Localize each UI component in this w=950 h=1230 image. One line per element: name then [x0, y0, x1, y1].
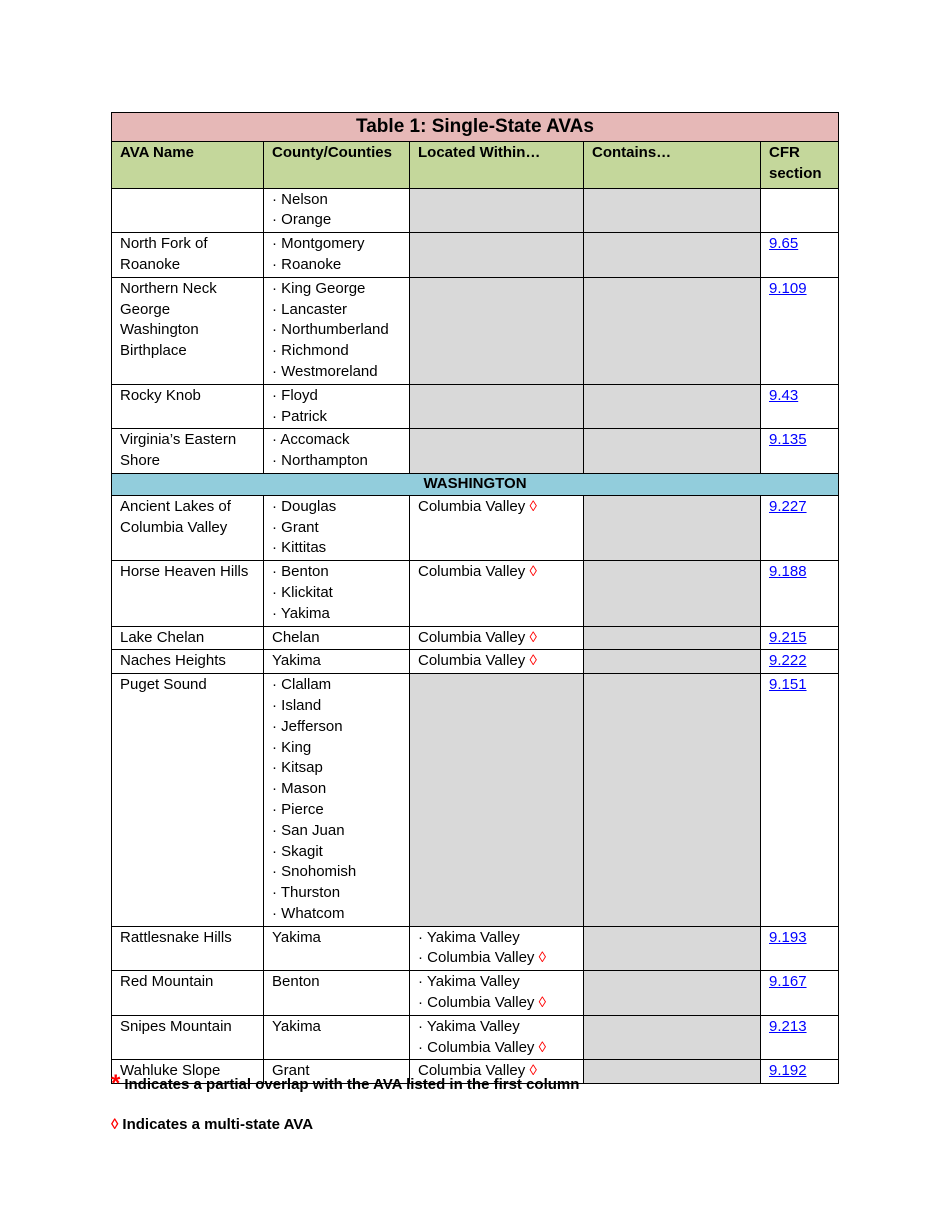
ava-name-line: Naches Heights: [120, 652, 226, 670]
footnote-partial-overlap: [111, 1070, 579, 1098]
footnote-multi-state: [111, 1116, 313, 1133]
contains-cell: [584, 674, 761, 927]
located-within-text: Columbia Valley: [418, 628, 526, 646]
table-row: [112, 626, 839, 650]
contains-cell: [584, 495, 761, 560]
counties-cell: [264, 674, 410, 927]
ava-name-line: Red Mountain: [120, 973, 214, 991]
county-item: · Montgomery: [272, 235, 365, 253]
cfr-section-link[interactable]: 9.188: [769, 563, 807, 581]
table-row: [112, 561, 839, 626]
counties-cell: [264, 384, 410, 429]
county-item: · Yakima: [272, 604, 330, 622]
diamond-marker-icon: ◊: [111, 1116, 119, 1133]
ava-name-line: Washington: [120, 321, 199, 339]
county-item: · Jefferson: [272, 717, 343, 735]
counties-cell: [264, 495, 410, 560]
counties-cell: [264, 188, 410, 233]
county-item: · San Juan: [272, 821, 345, 839]
county-item: · King George: [272, 279, 366, 297]
ava-name-line: Snipes Mountain: [120, 1017, 232, 1035]
ava-name-line: Rattlesnake Hills: [120, 928, 232, 946]
contains-cell: [584, 1015, 761, 1060]
ava-name-cell: [112, 233, 264, 278]
county-item: · Nelson: [272, 190, 328, 208]
county-item: · Douglas: [272, 497, 337, 515]
multi-state-diamond-icon: ◊: [529, 563, 537, 581]
located-within-text: · Columbia Valley: [418, 994, 535, 1012]
located-within-item: [418, 993, 579, 1014]
county-item: · Klickitat: [272, 583, 333, 601]
county-item: · Thurston: [272, 884, 341, 902]
counties-cell: [264, 429, 410, 474]
table-row: [112, 650, 839, 674]
contains-cell: [584, 1060, 761, 1084]
located-within-cell: [410, 674, 584, 927]
counties-cell: [264, 233, 410, 278]
ava-name-cell: [112, 429, 264, 474]
footnote-diamond-text: Indicates a multi-state AVA: [122, 1116, 314, 1133]
header-cfr-section: CFR section: [761, 142, 839, 189]
ava-name-line: Shore: [120, 452, 161, 470]
county-item: Chelan: [272, 628, 320, 646]
ava-name-cell: [112, 674, 264, 927]
located-within-cell: [410, 650, 584, 674]
multi-state-diamond-icon: ◊: [529, 652, 537, 670]
cfr-section-cell: [761, 233, 839, 278]
county-item: · Mason: [272, 780, 327, 798]
cfr-section-link[interactable]: 9.167: [769, 973, 807, 991]
located-within-item: [418, 948, 579, 969]
ava-name-line: Wahluke Slope: [120, 1062, 221, 1080]
table-title-row: [112, 113, 839, 142]
located-within-cell: [410, 188, 584, 233]
county-item: · Kitsap: [272, 759, 323, 777]
ava-name-line: Birthplace: [120, 342, 187, 360]
contains-cell: [584, 650, 761, 674]
located-within-cell: [410, 233, 584, 278]
ava-name-cell: [112, 495, 264, 560]
located-within-text: · Columbia Valley: [418, 1038, 535, 1056]
county-item: · Skagit: [272, 842, 323, 860]
county-item: · Whatcom: [272, 904, 345, 922]
county-item: · Northumberland: [272, 321, 389, 339]
cfr-section-cell: [761, 926, 839, 971]
contains-cell: [584, 561, 761, 626]
located-within-cell: [410, 495, 584, 560]
county-item: · King: [272, 738, 312, 756]
county-item: · Roanoke: [272, 255, 342, 273]
county-item: Yakima: [272, 1017, 321, 1035]
state-row: [112, 473, 839, 495]
located-within-text: Columbia Valley: [418, 497, 526, 515]
cfr-section-cell: [761, 1060, 839, 1084]
table-row: [112, 384, 839, 429]
ava-name-cell: [112, 926, 264, 971]
ava-name-line: Virginia’s Eastern: [120, 431, 237, 449]
counties-cell: [264, 971, 410, 1016]
multi-state-diamond-icon: ◊: [538, 949, 547, 967]
county-item: · Orange: [272, 211, 332, 229]
cfr-section-link[interactable]: 9.222: [769, 652, 807, 670]
located-within-item: [418, 562, 579, 583]
located-within-text: · Yakima Valley: [418, 973, 520, 991]
multi-state-diamond-icon: ◊: [538, 994, 547, 1012]
county-item: · Northampton: [272, 452, 368, 470]
ava-name-cell: [112, 1015, 264, 1060]
counties-cell: [264, 626, 410, 650]
county-item: · Island: [272, 696, 322, 714]
located-within-item: [418, 651, 579, 672]
header-located-within: Located Within…: [410, 142, 584, 189]
cfr-section-link[interactable]: 9.135: [769, 431, 807, 449]
located-within-item: [418, 972, 579, 993]
multi-state-diamond-icon: ◊: [529, 497, 537, 515]
ava-name-line: Ancient Lakes of: [120, 497, 231, 515]
located-within-item: [418, 1017, 579, 1038]
table-row: [112, 188, 839, 233]
located-within-cell: [410, 561, 584, 626]
multi-state-diamond-icon: ◊: [538, 1038, 547, 1056]
located-within-cell: [410, 384, 584, 429]
located-within-item: [418, 1038, 579, 1059]
cfr-section-link[interactable]: 9.213: [769, 1017, 807, 1035]
table-row: [112, 495, 839, 560]
counties-cell: [264, 561, 410, 626]
table-header-row: [112, 142, 839, 189]
county-item: · Westmoreland: [272, 362, 378, 380]
ava-name-cell: [112, 650, 264, 674]
ava-name-line: Horse Heaven Hills: [120, 563, 249, 581]
located-within-cell: [410, 277, 584, 384]
state-label: WASHINGTON: [112, 473, 839, 495]
located-within-item: [418, 928, 579, 949]
located-within-cell: [410, 926, 584, 971]
table-row: [112, 277, 839, 384]
cfr-section-cell: [761, 429, 839, 474]
located-within-item: [418, 497, 579, 518]
star-marker-icon: *: [111, 1070, 121, 1097]
contains-cell: [584, 626, 761, 650]
cfr-section-cell: [761, 650, 839, 674]
cfr-section-link[interactable]: 9.43: [769, 386, 799, 404]
county-item: · Accomack: [272, 431, 350, 449]
county-item: Yakima: [272, 652, 321, 670]
county-item: · Benton: [272, 563, 329, 581]
county-item: · Grant: [272, 518, 319, 536]
counties-cell: [264, 650, 410, 674]
contains-cell: [584, 971, 761, 1016]
ava-name-line: Rocky Knob: [120, 386, 201, 404]
cfr-section-link[interactable]: 9.151: [769, 676, 807, 694]
ava-name-cell: [112, 277, 264, 384]
table-row: [112, 971, 839, 1016]
counties-cell: [264, 277, 410, 384]
cfr-section-cell: [761, 1015, 839, 1060]
cfr-section-cell: [761, 495, 839, 560]
located-within-item: [418, 628, 579, 649]
county-item: · Floyd: [272, 386, 318, 404]
located-within-cell: [410, 429, 584, 474]
header-counties: County/Counties: [264, 142, 410, 189]
cfr-section-cell: [761, 674, 839, 927]
located-within-text: Columbia Valley: [418, 652, 526, 670]
county-item: Grant: [272, 1062, 310, 1080]
county-item: · Lancaster: [272, 300, 348, 318]
located-within-cell: [410, 971, 584, 1016]
ava-table: [111, 112, 839, 1084]
located-within-text: Columbia Valley: [418, 1062, 526, 1080]
table-row: [112, 233, 839, 278]
multi-state-diamond-icon: ◊: [529, 1062, 537, 1080]
county-item: · Clallam: [272, 676, 332, 694]
table-row: [112, 674, 839, 927]
header-contains: Contains…: [584, 142, 761, 189]
cfr-section-cell: [761, 971, 839, 1016]
ava-name-cell: [112, 626, 264, 650]
county-item: Yakima: [272, 928, 321, 946]
table-row: [112, 429, 839, 474]
ava-name-cell: [112, 971, 264, 1016]
counties-cell: [264, 926, 410, 971]
county-item: · Patrick: [272, 407, 328, 425]
county-item: Benton: [272, 973, 320, 991]
contains-cell: [584, 188, 761, 233]
table-row: [112, 926, 839, 971]
ava-name-line: Puget Sound: [120, 676, 207, 694]
county-item: · Kittitas: [272, 539, 327, 557]
cfr-section-cell: [761, 188, 839, 233]
counties-cell: [264, 1015, 410, 1060]
cfr-section-cell: [761, 384, 839, 429]
cfr-section-link[interactable]: 9.215: [769, 628, 807, 646]
cfr-section-cell: [761, 561, 839, 626]
cfr-section-link[interactable]: 9.227: [769, 497, 807, 515]
footnote-star-text: Indicates a partial overlap with the AVA listed in the first column: [124, 1076, 580, 1093]
washington-rows: [112, 495, 839, 1084]
ava-name-line: George: [120, 300, 171, 318]
contains-cell: [584, 277, 761, 384]
table-title: Table 1: Single-State AVAs: [112, 113, 839, 142]
ava-name-cell: [112, 188, 264, 233]
located-within-cell: [410, 626, 584, 650]
ava-name-line: Lake Chelan: [120, 628, 205, 646]
cfr-section-link[interactable]: 9.193: [769, 928, 807, 946]
ava-name-line: Columbia Valley: [120, 518, 228, 536]
located-within-cell: [410, 1015, 584, 1060]
county-item: · Pierce: [272, 800, 324, 818]
ava-name-line: North Fork of: [120, 235, 208, 253]
contains-cell: [584, 384, 761, 429]
contains-cell: [584, 233, 761, 278]
county-item: · Snohomish: [272, 863, 357, 881]
ava-name-cell: [112, 561, 264, 626]
contains-cell: [584, 926, 761, 971]
cfr-section-cell: [761, 626, 839, 650]
located-within-text: · Columbia Valley: [418, 949, 535, 967]
table-row: [112, 1015, 839, 1060]
county-item: · Richmond: [272, 342, 349, 360]
ava-name-cell: [112, 384, 264, 429]
cfr-section-link[interactable]: 9.192: [769, 1062, 807, 1080]
located-within-text: · Yakima Valley: [418, 928, 520, 946]
state-section: [112, 473, 839, 495]
located-within-text: · Yakima Valley: [418, 1017, 520, 1035]
cfr-section-link[interactable]: 9.65: [769, 235, 799, 253]
located-within-text: Columbia Valley: [418, 563, 526, 581]
ava-name-line: Roanoke: [120, 255, 181, 273]
virginia-rows: [112, 188, 839, 473]
cfr-section-cell: [761, 277, 839, 384]
multi-state-diamond-icon: ◊: [529, 628, 537, 646]
header-ava-name: AVA Name: [112, 142, 264, 189]
cfr-section-link[interactable]: 9.109: [769, 279, 807, 297]
contains-cell: [584, 429, 761, 474]
ava-name-line: Northern Neck: [120, 279, 217, 297]
